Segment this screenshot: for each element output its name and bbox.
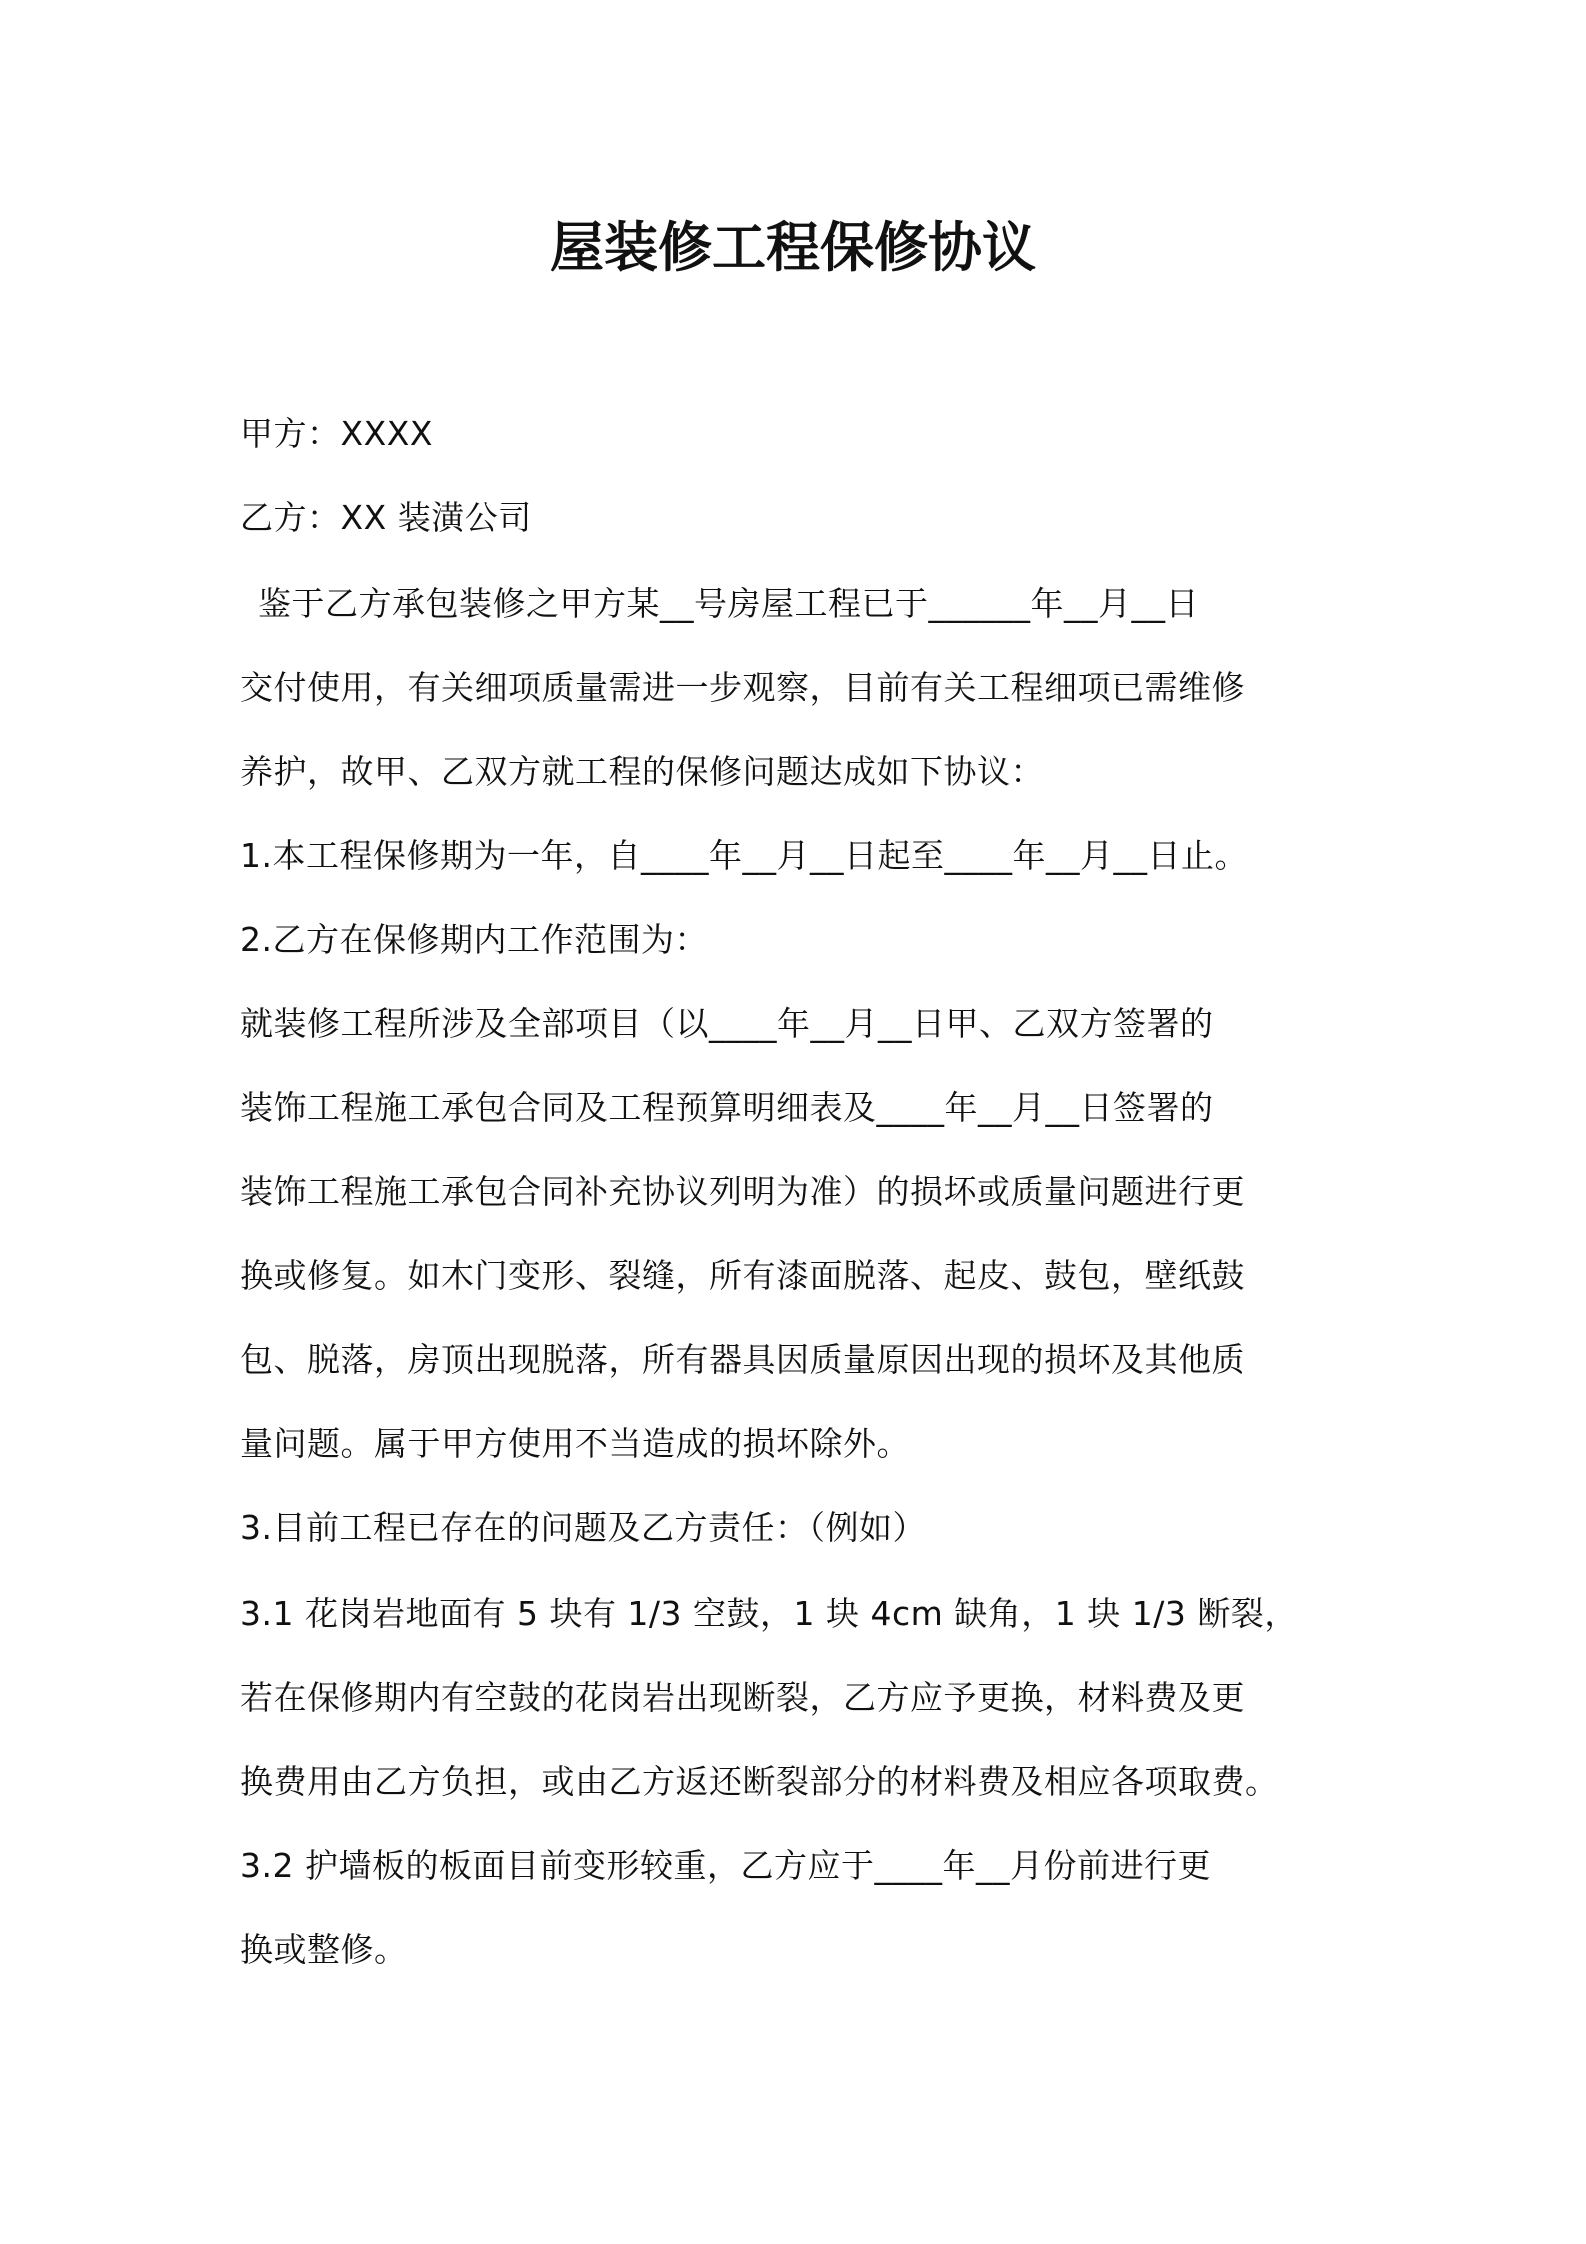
clause-3-2-line: 3.2 护墙板的板面目前变形较重，乙方应于____年__月份前进行更 bbox=[240, 1846, 1211, 1885]
body-line: 交付使用，有关细项质量需进一步观察，目前有关工程细项已需维修 bbox=[240, 668, 1245, 707]
body-line: 装饰工程施工承包合同及工程预算明细表及____年__月__日签署的 bbox=[240, 1088, 1214, 1127]
document-title: 屋装修工程保修协议 bbox=[550, 216, 1036, 279]
clause-3-1-line: 3.1 花岗岩地面有 5 块有 1/3 空鼓，1 块 4cm 缺角，1 块 1/3 断裂， bbox=[240, 1594, 1298, 1633]
body-line: 包、脱落，房顶出现脱落，所有器具因质量原因出现的损坏及其他质 bbox=[240, 1340, 1245, 1379]
body-line: 换或修复。如木门变形、裂缝，所有漆面脱落、起皮、鼓包，壁纸鼓 bbox=[240, 1256, 1245, 1295]
body-line: 养护，故甲、乙双方就工程的保修问题达成如下协议： bbox=[240, 752, 1044, 791]
body-line: 就装修工程所涉及全部项目（以____年__月__日甲、乙双方签署的 bbox=[240, 1004, 1214, 1043]
clause-3-heading: 3.目前工程已存在的问题及乙方责任：（例如） bbox=[240, 1508, 926, 1547]
clause-2-heading: 2.乙方在保修期内工作范围为： bbox=[240, 920, 708, 959]
body-line: 量问题。属于甲方使用不当造成的损坏除外。 bbox=[240, 1424, 910, 1463]
body-line: 若在保修期内有空鼓的花岗岩出现断裂，乙方应予更换，材料费及更 bbox=[240, 1678, 1245, 1717]
party-b-line: 乙方：XX 装潢公司 bbox=[240, 498, 532, 537]
clause-1-line: 1.本工程保修期为一年，自____年__月__日起至____年__月__日止。 bbox=[240, 836, 1248, 875]
body-line: 换费用由乙方负担，或由乙方返还断裂部分的材料费及相应各项取费。 bbox=[240, 1762, 1279, 1801]
party-a-line: 甲方：XXXX bbox=[240, 414, 433, 453]
body-line: 换或整修。 bbox=[240, 1930, 408, 1969]
body-line: 鉴于乙方承包装修之甲方某__号房屋工程已于______年__月__日 bbox=[258, 584, 1199, 623]
body-line: 装饰工程施工承包合同补充协议列明为准）的损坏或质量问题进行更 bbox=[240, 1172, 1245, 1211]
